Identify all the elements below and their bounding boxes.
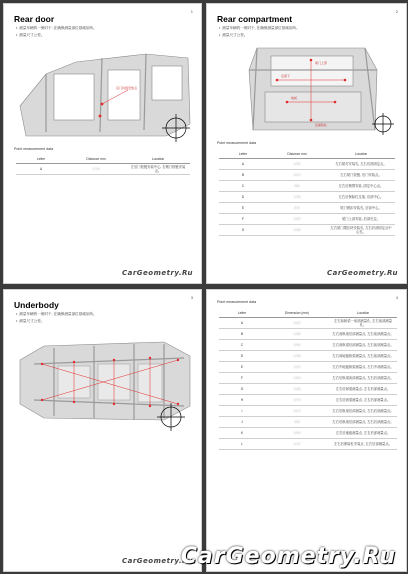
- page-rear-compartment: [206, 3, 407, 284]
- rear-compartment-diagram: [237, 40, 397, 136]
- table-row: B 1286 左右前纵梁后部测量点, 左右前部测量点。: [219, 329, 397, 340]
- table-label: Point measurement data: [14, 147, 54, 151]
- instruction-bullet: • 测量车辆的一侧对于, 在确保测量部位基础如所。: [16, 26, 97, 31]
- point-label: 后保险杠: [315, 123, 328, 127]
- page-title: Rear door: [14, 14, 55, 24]
- table-row: B 1012 左右尾门铰链, 后门安装点。: [219, 170, 395, 181]
- col-header: Letter: [16, 154, 66, 164]
- table-row: E 878 尾门锁扣安装孔, 后部中心。: [219, 203, 395, 214]
- page-title: Rear compartment: [217, 14, 293, 24]
- col-header: Location: [327, 149, 395, 159]
- table-row: D 1098 左右前地板纵梁测量点, 左右前部测量点。: [219, 351, 397, 362]
- instruction-bullet: • 测量尺寸公差。: [16, 33, 44, 38]
- table-label: Point measurement data: [217, 141, 257, 145]
- page-number: 2: [395, 9, 398, 14]
- point-label: 尾门上部: [315, 61, 328, 65]
- col-header: Dimension (mm): [265, 308, 329, 318]
- table-row: G 1096 左右尾门限位块安装孔, 左右后部固定点中心孔。: [219, 225, 395, 236]
- table-row: C 1540 左右前纵梁后部测量点, 左右前部测量点。: [219, 340, 397, 351]
- page-rear-door: [3, 3, 202, 284]
- point-label: 地板: [291, 96, 298, 100]
- watermark: CarGeometry.Ru: [326, 269, 398, 277]
- col-header: Distance mm: [66, 154, 126, 164]
- point-label: 后门铰链安装点: [116, 86, 138, 90]
- rear-door-diagram: [16, 44, 192, 144]
- table-row: F 1320 尾门上部安装, 后部孔位。: [219, 214, 395, 225]
- table-row: I 1410 左右后纵梁后部测量点, 左右后部测量点。: [219, 406, 397, 417]
- col-header: Letter: [219, 308, 265, 318]
- table-row: D 1245 左右后保险杠支架, 后部中心。: [219, 192, 395, 203]
- point-label: 后窗下: [281, 74, 291, 78]
- reference-crosshair-icon: [154, 400, 188, 434]
- page-underbody-table: [180, 289, 407, 572]
- instruction-bullet: • 测量车辆的一侧对于, 在确保测量部位基础如所。: [219, 26, 300, 31]
- instruction-bullet: • 测量车辆的一侧对于, 在确保测量部位基础如所。: [16, 312, 97, 317]
- measure-point: [99, 115, 102, 118]
- table-row: A 1432 左右前纵梁一前部测量孔, 左右前部测量孔。: [219, 318, 397, 329]
- page-number: 3: [190, 295, 193, 300]
- watermark: CarGeometry.Ru: [121, 557, 193, 565]
- col-header: Location: [329, 308, 397, 318]
- watermark: CarGeometry.Ru: [121, 269, 193, 277]
- instruction-bullet: • 测量尺寸公差。: [219, 33, 247, 38]
- table-row: C 986 左右后侧围安装, 固定中心点。: [219, 181, 395, 192]
- measurement-table: [219, 308, 397, 450]
- table-row: G 1188 左右后纵梁测量点, 左右后部测量点。: [219, 384, 397, 395]
- page-underbody: [3, 289, 202, 572]
- measurement-table: [16, 154, 190, 175]
- col-header: Location: [126, 154, 190, 164]
- table-row: E 1222 左右中地板纵梁测量点, 左右中部测量点。: [219, 362, 397, 373]
- page-title: Underbody: [14, 300, 59, 310]
- page-number: 1: [190, 9, 193, 14]
- table-label: Point measurement data: [217, 300, 257, 304]
- table-row: J 996 左右后纵梁后部测量点, 左右后部测量点。: [219, 417, 397, 428]
- table-row: A 1150 左右尾灯安装孔, 左右后部固定点。: [219, 159, 395, 170]
- table-row: L 1120 左右后保险杠安装点, 左右后部测量点。: [219, 439, 397, 450]
- measurement-table: [219, 149, 395, 236]
- table-row: K 1054 左右后地板测量点, 左右后部测量点。: [219, 428, 397, 439]
- col-header: Letter: [219, 149, 267, 159]
- table-row: F 1364 左右后纵梁前部测量点, 左右后部测量点。: [219, 373, 397, 384]
- site-watermark: CarGeometry.Ru: [180, 544, 396, 569]
- page-number: 4: [395, 295, 398, 300]
- table-row: A 1234 左后门铰链安装中心, 右侧门铰链安装点。: [16, 164, 190, 175]
- instruction-bullet: • 测量尺寸公差。: [16, 319, 44, 324]
- col-header: Distance mm: [267, 149, 327, 159]
- table-row: H 1276 左右后纵梁测量点, 左右后部测量点。: [219, 395, 397, 406]
